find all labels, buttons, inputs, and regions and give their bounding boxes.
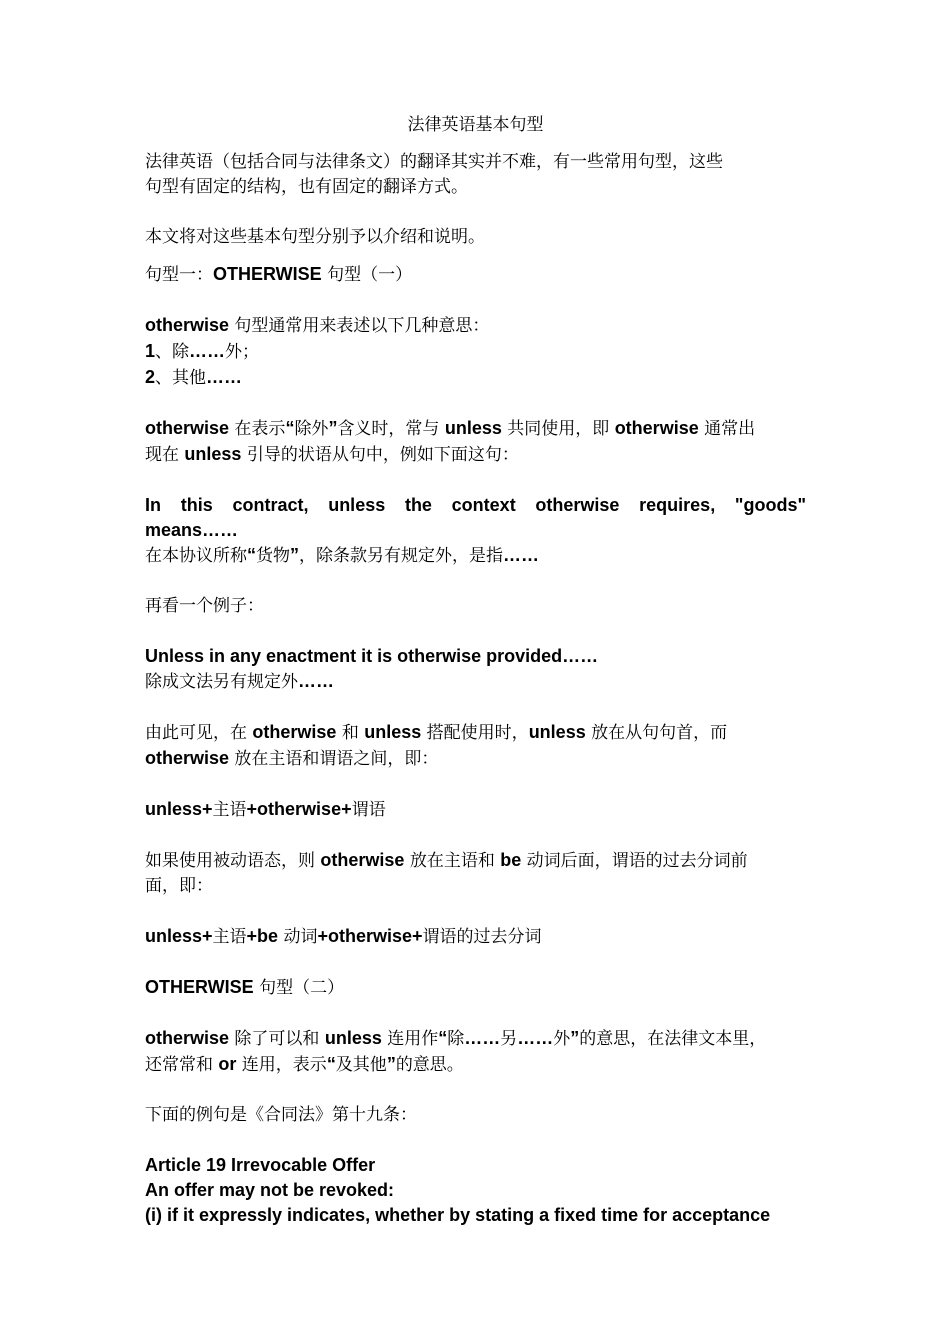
paragraph-another-example: 再看一个例子： — [145, 596, 264, 616]
formula-2: unless+主语+be 动词+otherwise+谓语的过去分词 — [145, 926, 542, 947]
example-1-english: In this contract, unless the context otherwise requires, "goods" — [145, 495, 806, 515]
example-2-chinese: 除成文法另有规定外…… — [145, 671, 334, 692]
document-body — [145, 113, 806, 1228]
paragraph-article-intro: 下面的例句是《合同法》第十九条： — [145, 1105, 417, 1125]
example-1-chinese: 在本协议所称“货物”，除条款另有规定外，是指…… — [145, 545, 539, 566]
list-item: 1、除……外； — [145, 341, 260, 362]
intro-paragraph: 法律英语（包括合同与法律条文）的翻译其实并不难，有一些常用句型，这些 句型有固定的结构，也有固定的翻译方式。 — [145, 152, 723, 197]
paragraph-meanings: otherwise 句型通常用来表述以下几种意思： — [145, 315, 490, 336]
article-title: Article 19 Irrevocable Offer — [145, 1155, 376, 1175]
paragraph-or-usage: otherwise 除了可以和 unless 连用作“除……另……外”的意思，在法律文本里， 还常常和 or 连用，表示“及其他”的意思。 — [145, 1028, 767, 1075]
article-line: An offer may not be revoked: — [145, 1180, 395, 1200]
section-heading-2: OTHERWISE 句型（二） — [145, 977, 345, 998]
section-heading-1: 句型一：OTHERWISE 句型（一） — [145, 264, 413, 285]
document-title: 法律英语基本句型 — [407, 115, 544, 135]
paragraph-passive: 如果使用被动语态，则 otherwise 放在主语和 be 动词后面，谓语的过去分词前 面，即： — [145, 850, 748, 896]
paragraph-unless-usage: otherwise 在表示“除外”含义时，常与 unless 共同使用，即 otherwise 通常出 现在 unless 引导的状语从句中，例如下面这句： — [145, 418, 756, 465]
example-1-english-cont: means…… — [145, 520, 239, 540]
article-line: (i) if it expressly indicates, whether by stating a fixed time for acceptance — [145, 1205, 771, 1225]
example-2-english: Unless in any enactment it is otherwise provided…… — [145, 646, 599, 666]
list-item: 2、其他…… — [145, 367, 243, 388]
paragraph-word-order: 由此可见，在 otherwise 和 unless 搭配使用时，unless 放在从句句首，而 otherwise 放在主语和谓语之间，即： — [145, 722, 728, 769]
intro-paragraph-2: 本文将对这些基本句型分别予以介绍和说明。 — [145, 227, 485, 247]
formula-1: unless+主语+otherwise+谓语 — [145, 799, 386, 820]
